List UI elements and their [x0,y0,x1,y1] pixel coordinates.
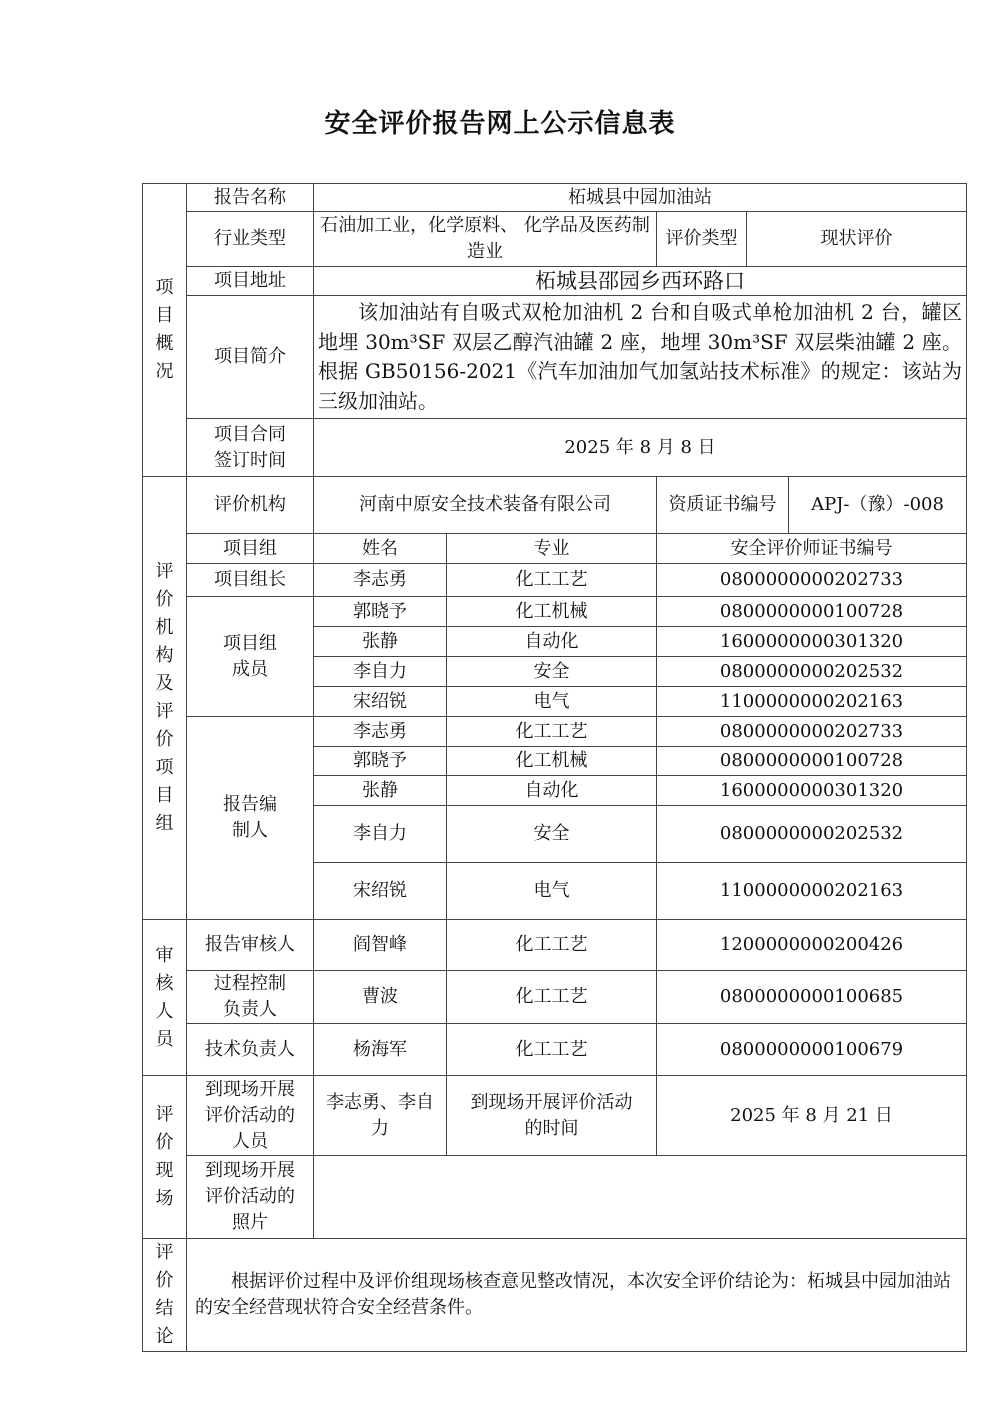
member-name: 郭晓予 [314,597,447,627]
agency-name: 河南中原安全技术装备有限公司 [314,477,657,534]
site-time: 2025 年 8 月 21 日 [657,1076,967,1156]
author-name: 宋绍锐 [314,863,447,920]
intro: 该加油站有自吸式双枪加油机 2 台和自吸式单枪加油机 2 台，罐区地埋 30m³SF 双层乙醇汽油罐 2 座，地埋 30m³SF 双层柴油罐 2 座。根据 GB50156-2021《汽车加油加气加氢站技术标准》的规定：该站为三级加油站。 [314,296,967,419]
author-cert: 1600000000301320 [657,776,967,806]
site-people-label: 到现场开展评价活动的人员 [187,1076,314,1156]
leader-label: 项目组长 [187,564,314,597]
header-major: 专业 [447,534,657,564]
section-site: 评价现场 [143,1076,187,1239]
industry: 石油加工业，化学原料、 化学品及医药制造业 [314,212,657,267]
members-label: 项目组成员 [187,597,314,717]
header-cert: 安全评价师证书编号 [657,534,967,564]
report-name: 柘城县中园加油站 [314,184,967,212]
author-cert: 0800000000202733 [657,717,967,747]
reviewer-label: 报告审核人 [187,920,314,971]
header-name: 姓名 [314,534,447,564]
author-major: 化工工艺 [447,717,657,747]
author-name: 郭晓予 [314,747,447,776]
leader-cert: 0800000000202733 [657,564,967,597]
member-cert: 0800000000202532 [657,657,967,687]
member-major: 安全 [447,657,657,687]
industry-label: 行业类型 [187,212,314,267]
intro-label: 项目简介 [187,296,314,419]
reviewer-cert: 1200000000200426 [657,920,967,971]
authors-label: 报告编制人 [187,717,314,920]
site-time-label: 到现场开展评价活动的时间 [447,1076,657,1156]
info-table [142,183,967,1352]
author-major: 电气 [447,863,657,920]
member-name: 宋绍锐 [314,687,447,717]
author-name: 李志勇 [314,717,447,747]
process-control-cert: 0800000000100685 [657,971,967,1024]
reviewer-name: 阎智峰 [314,920,447,971]
member-name: 张静 [314,627,447,657]
author-name: 李自力 [314,806,447,863]
conclusion-text: 根据评价过程中及评价组现场核查意见整改情况，本次安全评价结论为：柘城县中园加油站的安全经营现状符合安全经营条件。 [187,1239,967,1352]
tech-lead-label: 技术负责人 [187,1024,314,1076]
author-cert: 1100000000202163 [657,863,967,920]
header-group: 项目组 [187,534,314,564]
site-photo-label: 到现场开展评价活动的照片 [187,1156,314,1239]
section-agency: 评价机构及评价项目组 [143,477,187,920]
author-major: 自动化 [447,776,657,806]
tech-lead-major: 化工工艺 [447,1024,657,1076]
leader-major: 化工工艺 [447,564,657,597]
agency-cert: APJ-（豫）-008 [789,477,967,534]
address: 柘城县邵园乡西环路口 [314,267,967,296]
tech-lead-cert: 0800000000100679 [657,1024,967,1076]
author-major: 安全 [447,806,657,863]
member-name: 李自力 [314,657,447,687]
cert-label: 资质证书编号 [657,477,789,534]
eval-type-label: 评价类型 [657,212,747,267]
reviewer-major: 化工工艺 [447,920,657,971]
author-cert: 0800000000100728 [657,747,967,776]
member-major: 电气 [447,687,657,717]
leader-name: 李志勇 [314,564,447,597]
table-row [143,920,967,971]
member-major: 化工机械 [447,597,657,627]
eval-type: 现状评价 [747,212,967,267]
author-name: 张静 [314,776,447,806]
site-photo-area [314,1156,967,1239]
author-major: 化工机械 [447,747,657,776]
page-title: 安全评价报告网上公示信息表 [324,109,676,139]
section-conclusion: 评价结论 [143,1239,187,1352]
process-control-major: 化工工艺 [447,971,657,1024]
author-cert: 0800000000202532 [657,806,967,863]
contract-date: 2025 年 8 月 8 日 [314,419,967,477]
section-overview: 项目概况 [143,184,187,477]
process-control-name: 曹波 [314,971,447,1024]
table-row [143,1024,967,1076]
contract-label: 项目合同签订时间 [187,419,314,477]
member-cert: 1100000000202163 [657,687,967,717]
member-cert: 1600000000301320 [657,627,967,657]
table-row [143,717,967,747]
member-cert: 0800000000100728 [657,597,967,627]
address-label: 项目地址 [187,267,314,296]
report-name-label: 报告名称 [187,184,314,212]
site-people: 李志勇、李自力 [314,1076,447,1156]
table-row [143,971,967,1024]
agency-label: 评价机构 [187,477,314,534]
section-review: 审核人员 [143,920,187,1076]
tech-lead-name: 杨海军 [314,1024,447,1076]
table-row [143,597,967,627]
process-control-label: 过程控制负责人 [187,971,314,1024]
member-major: 自动化 [447,627,657,657]
